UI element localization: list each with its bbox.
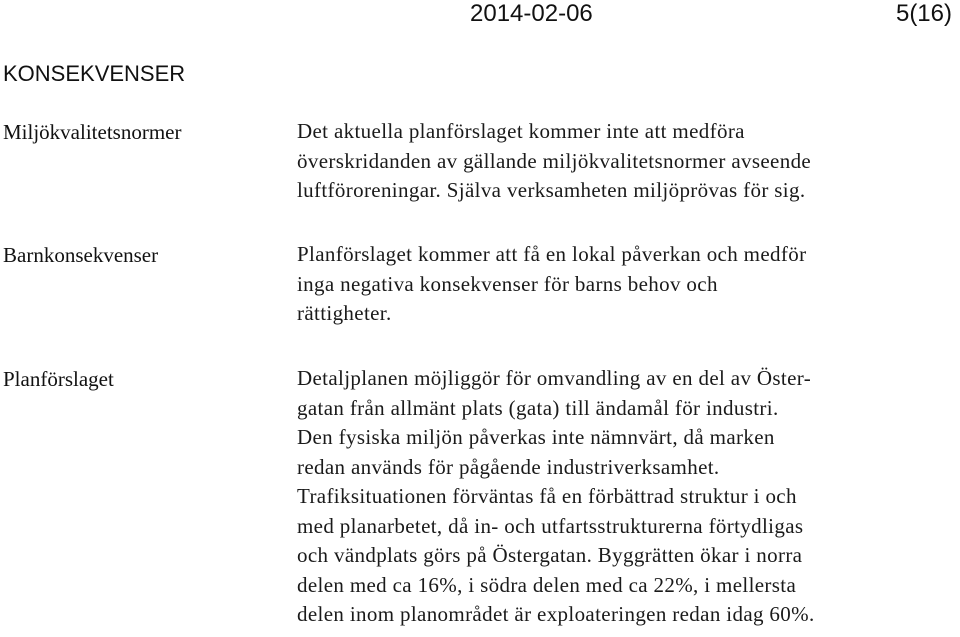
page-number: 5(16) <box>895 0 952 27</box>
section-heading: KONSEKVENSER <box>3 61 186 86</box>
text-barnkonsekvenser <box>297 240 947 329</box>
text-line: överskridanden av gällande miljökvalitetsnormer avseende <box>297 148 812 173</box>
text-line: och vändplats görs på Östergatan. Byggrätten ökar i norra <box>297 543 803 567</box>
label-planforslaget: Planförslaget <box>3 367 114 391</box>
document-date: 2014-02-06 <box>470 0 593 27</box>
text-line: redan används för pågående industriverksamhet. <box>297 454 720 479</box>
text-miljokvalitetsnormer <box>297 117 947 206</box>
text-planforslaget <box>297 364 947 630</box>
text-line: delen inom planområdet är exploateringen redan idag 60%. <box>297 602 815 626</box>
text-line: med planarbetet, då in- och utfartsstrukturerna förtydligas <box>297 513 804 538</box>
text-line: inga negativa konsekvenser för barns behov och <box>297 271 718 296</box>
label-barnkonsekvenser: Barnkonsekvenser <box>3 243 159 267</box>
text-line: rättigheter. <box>297 301 392 325</box>
text-line: Trafiksituationen förväntas få en förbättrad struktur i och <box>297 484 797 508</box>
text-line: Det aktuella planförslaget kommer inte att medföra <box>297 119 745 143</box>
text-line: Detaljplanen möjliggör för omvandling av en del av Öster- <box>297 366 812 390</box>
text-line: gatan från allmänt plats (gata) till ändamål för industri. <box>297 395 779 420</box>
text-line: Den fysiska miljön påverkas inte nämnvärt, då marken <box>297 425 775 449</box>
text-line: luftföroreningar. Själva verksamheten miljöprövas för sig. <box>297 178 806 202</box>
text-line: Planförslaget kommer att få en lokal påverkan och medför <box>297 242 807 266</box>
text-line: delen med ca 16%, i södra delen med ca 22%, i mellersta <box>297 572 797 597</box>
label-miljokvalitetsnormer: Miljökvalitetsnormer <box>3 120 182 144</box>
